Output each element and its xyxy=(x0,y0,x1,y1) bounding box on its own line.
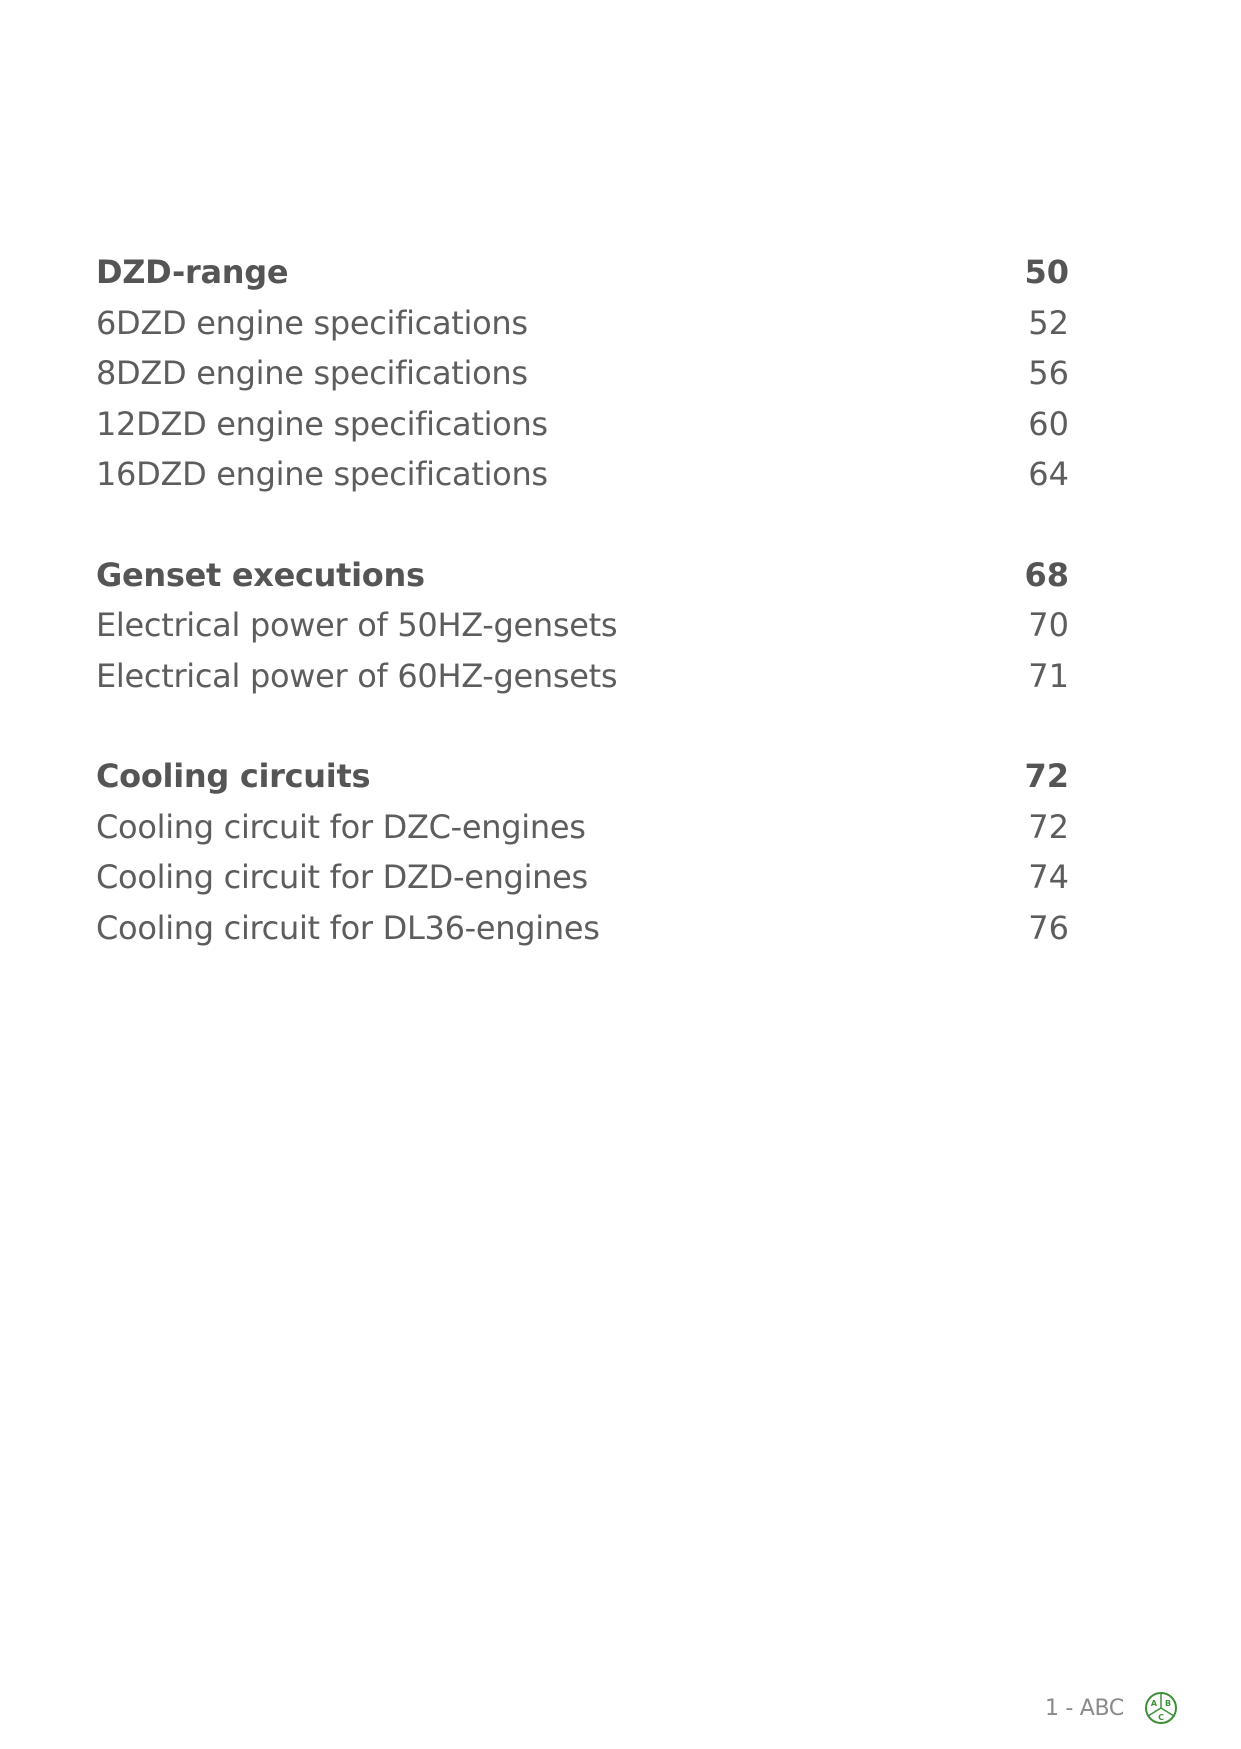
table-of-contents xyxy=(96,247,1069,1003)
toc-entry-title: Cooling circuit for DZC-engines xyxy=(96,807,586,846)
toc-entry-title: Cooling circuit for DL36-engines xyxy=(96,908,600,947)
toc-entry-page: 56 xyxy=(1028,354,1069,392)
toc-heading-title: Genset executions xyxy=(96,555,425,594)
toc-entry[interactable] xyxy=(96,651,1069,702)
toc-entry[interactable] xyxy=(96,600,1069,651)
toc-entry-title: 16DZD engine specifications xyxy=(96,455,548,493)
toc-entry-page: 52 xyxy=(1028,303,1069,342)
toc-entry[interactable] xyxy=(96,903,1069,954)
logo-letter-a: A xyxy=(1150,1699,1158,1708)
toc-entry[interactable] xyxy=(96,802,1069,853)
toc-heading-page: 72 xyxy=(1024,757,1069,795)
toc-entry-title: Electrical power of 50HZ-gensets xyxy=(96,606,618,644)
toc-heading[interactable] xyxy=(96,751,1069,802)
footer-page-label: 1 - ABC xyxy=(1045,1695,1124,1721)
toc-section-dzd-range xyxy=(96,247,1069,500)
toc-entry-title: Electrical power of 60HZ-gensets xyxy=(96,656,618,695)
toc-entry[interactable] xyxy=(96,399,1069,450)
toc-entry-page: 76 xyxy=(1028,908,1069,947)
toc-heading-page: 50 xyxy=(1024,253,1069,291)
logo-letter-b: B xyxy=(1164,1699,1172,1708)
toc-entry-page: 70 xyxy=(1028,606,1069,644)
toc-heading-page: 68 xyxy=(1024,555,1069,594)
toc-entry-title: 6DZD engine specifications xyxy=(96,303,528,342)
toc-entry-page: 72 xyxy=(1028,807,1069,846)
toc-section-genset-executions xyxy=(96,550,1069,702)
page-footer xyxy=(1045,1688,1178,1728)
abc-logo-icon xyxy=(1144,1691,1178,1725)
toc-entry-title: 12DZD engine specifications xyxy=(96,404,548,443)
toc-entry-title: Cooling circuit for DZD-engines xyxy=(96,858,588,896)
toc-entry[interactable] xyxy=(96,852,1069,903)
toc-entry-title: 8DZD engine specifications xyxy=(96,354,528,392)
toc-entry-page: 71 xyxy=(1028,656,1069,695)
logo-letter-c: C xyxy=(1158,1713,1164,1722)
toc-heading-title: DZD-range xyxy=(96,253,289,291)
toc-entry-page: 60 xyxy=(1028,404,1069,443)
toc-heading[interactable] xyxy=(96,550,1069,601)
toc-entry[interactable] xyxy=(96,449,1069,500)
toc-entry-page: 64 xyxy=(1028,455,1069,493)
toc-section-cooling-circuits xyxy=(96,751,1069,953)
toc-heading[interactable] xyxy=(96,247,1069,298)
toc-heading-title: Cooling circuits xyxy=(96,757,371,795)
toc-entry-page: 74 xyxy=(1028,858,1069,896)
toc-entry[interactable] xyxy=(96,348,1069,399)
toc-entry[interactable] xyxy=(96,298,1069,349)
